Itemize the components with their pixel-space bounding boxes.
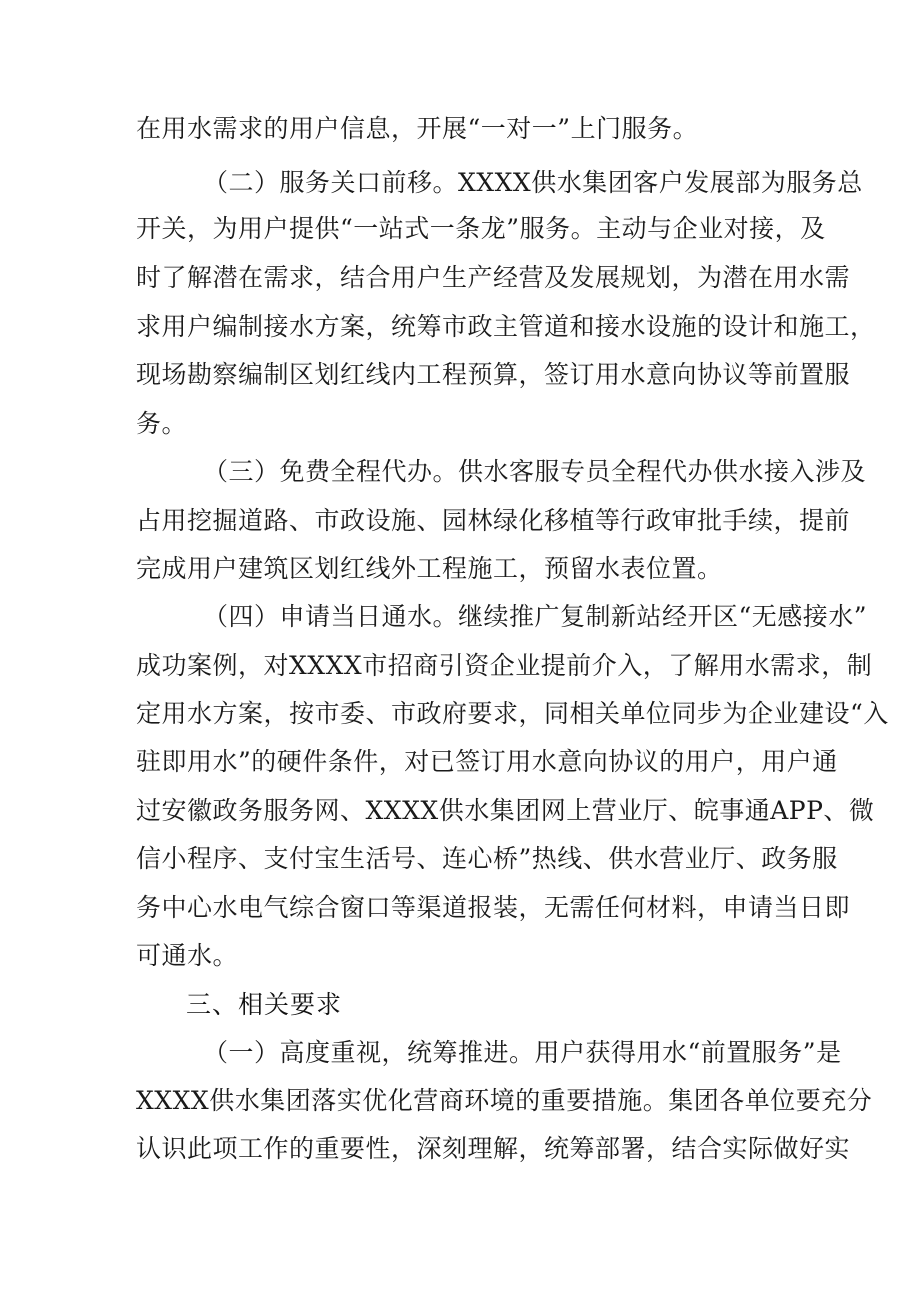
paragraph-line: （一）高度重视，统筹推进。用户获得用水“前置服务”是 bbox=[203, 1038, 842, 1067]
paragraph-line: 可通水。 bbox=[136, 941, 239, 970]
paragraph-line: （三）免费全程代办。供水客服专员全程代办供水接入涉及 bbox=[203, 457, 867, 486]
paragraph-line: 定用水方案，按市委、市政府要求，同相关单位同步为企业建设“入 bbox=[136, 699, 889, 728]
paragraph-line: （四）申请当日通水。继续推广复制新站经开区“无感接水” bbox=[203, 602, 868, 631]
paragraph-line: 务中心水电气综合窗口等渠道报装，无需任何材料，申请当日即 bbox=[136, 893, 851, 922]
paragraph-line: 求用户编制接水方案，统筹市政主管道和接水设施的设计和施工， bbox=[136, 312, 876, 341]
paragraph-line: 开关，为用户提供“一站式一条龙”服务。主动与企业对接，及 bbox=[136, 214, 826, 243]
paragraph-line: 成功案例，对XXXX市招商引资企业提前介入，了解用水需求，制 bbox=[136, 651, 873, 680]
paragraph-line: （二）服务关口前移。XXXX供水集团客户发展部为服务总 bbox=[203, 168, 863, 197]
paragraph-line: 占用挖掘道路、市政设施、园林绿化移植等行政审批手续，提前 bbox=[136, 506, 851, 535]
paragraph-line: XXXX供水集团落实优化营商环境的重要措施。集团各单位要充分 bbox=[136, 1086, 873, 1115]
paragraph-line: 务。 bbox=[136, 409, 188, 438]
paragraph-line: 时了解潜在需求，结合用户生产经营及发展规划，为潜在用水需 bbox=[136, 263, 851, 292]
paragraph-line: 认识此项工作的重要性，深刻理解，统筹部署，结合实际做好实 bbox=[136, 1134, 851, 1163]
paragraph-line: 信小程序、支付宝生活号、连心桥”热线、供水营业厅、政务服 bbox=[136, 844, 838, 873]
paragraph-line: 现场勘察编制区划红线内工程预算，签订用水意向协议等前置服 bbox=[136, 360, 851, 389]
section-heading: 三、相关要求 bbox=[186, 990, 343, 1019]
paragraph-line: 在用水需求的用户信息，开展“一对一”上门服务。 bbox=[136, 114, 699, 143]
paragraph-line: 完成用户建筑区划红线外工程施工，预留水表位置。 bbox=[136, 554, 723, 583]
paragraph-line: 驻即用水”的硬件条件，对已签订用水意向协议的用户，用户通 bbox=[136, 747, 838, 776]
paragraph-line: 过安徽政务服务网、XXXX供水集团网上营业厅、皖事通APP、微 bbox=[136, 796, 875, 825]
